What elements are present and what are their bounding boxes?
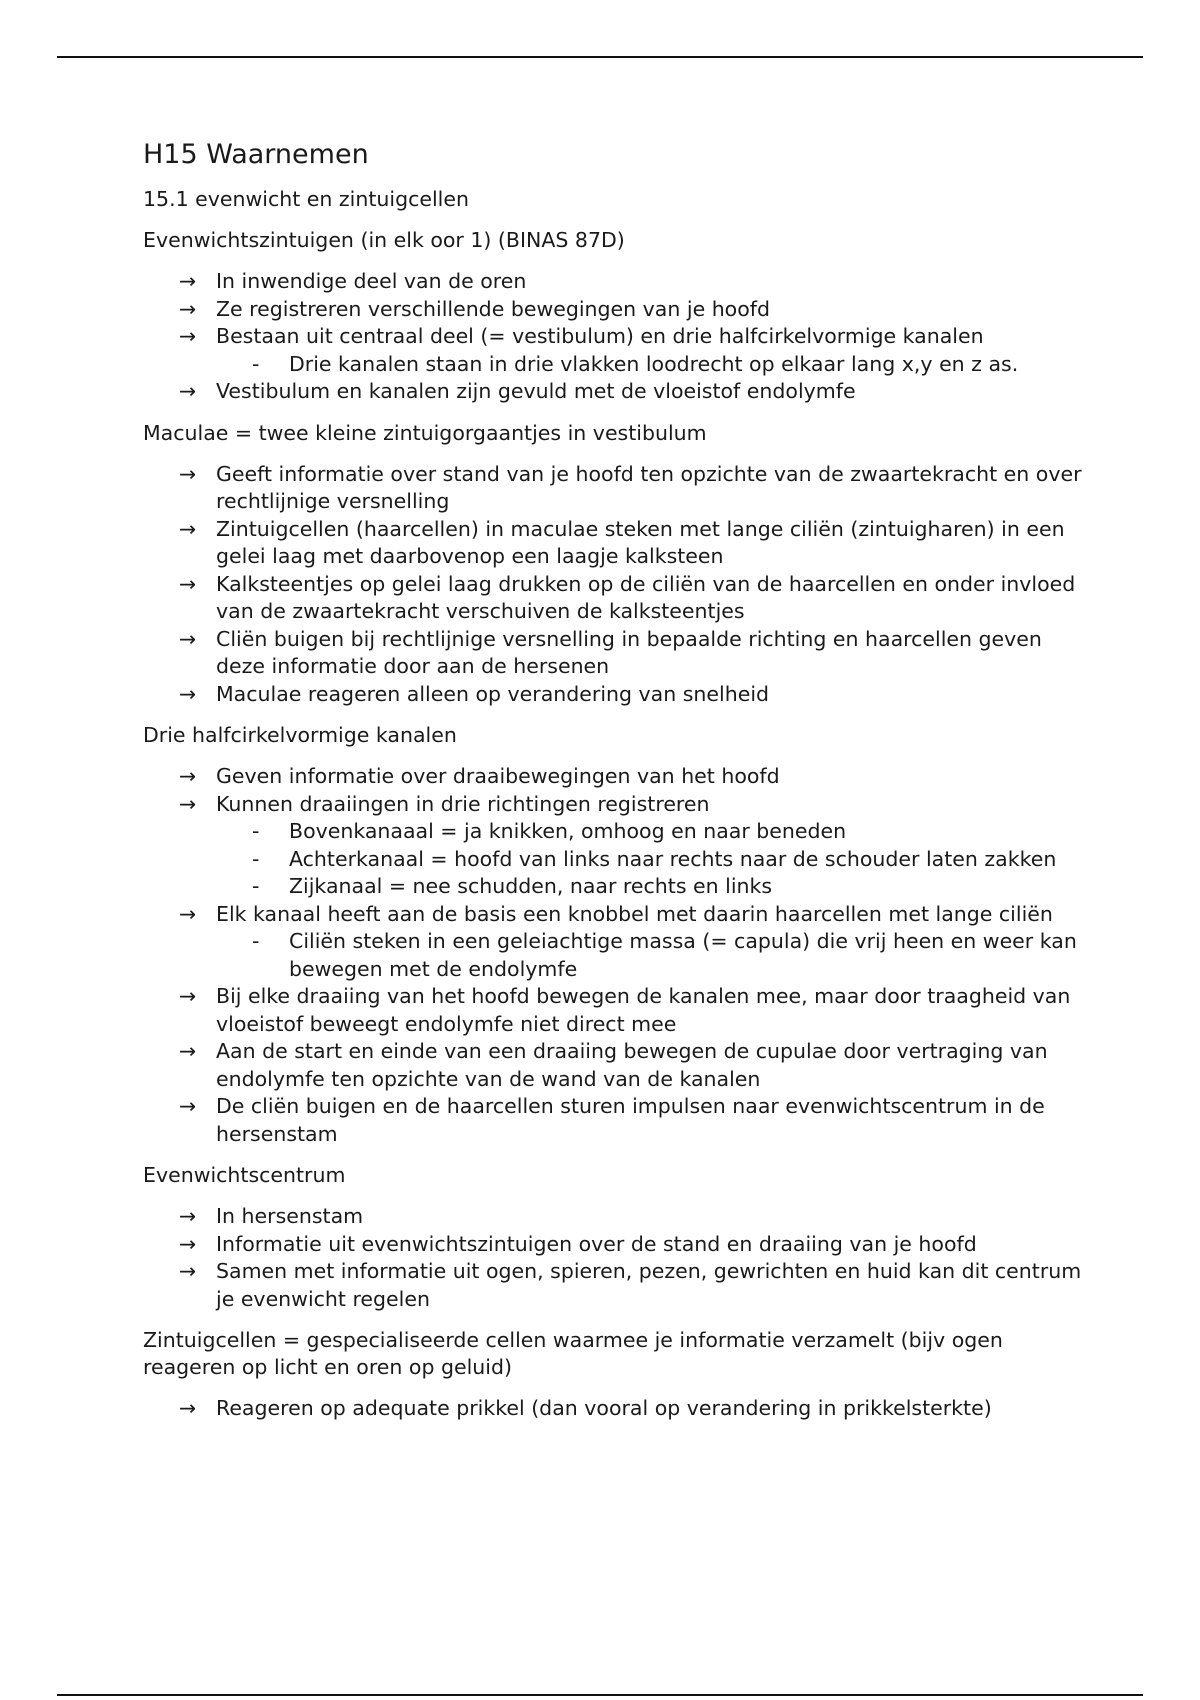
arrow-icon: → (179, 1094, 197, 1118)
list-item (143, 791, 1083, 901)
list-item-text: Aan de start en einde van een draaiing bewegen de cupulae door vertraging van endolymfe ten opzichte van de wand van de kanalen (216, 1039, 1048, 1091)
list-item-text: Geeft informatie over stand van je hoofd ten opzichte van de zwaartekracht en over rechtlijnige versnelling (216, 461, 1082, 513)
bullet-list (143, 1203, 1083, 1313)
list-item-text: Cliën buigen bij rechtlijnige versnelling in bepaalde richting en haarcellen geven deze informatie door aan de hersenen (216, 626, 1042, 678)
arrow-icon: → (179, 901, 197, 926)
arrow-icon: → (179, 571, 197, 596)
arrow-icon: → (179, 626, 197, 651)
sub-list (216, 928, 1083, 983)
dash-icon: - (252, 929, 260, 953)
arrow-icon: → (179, 379, 197, 403)
list-item-text: Maculae reageren alleen op verandering van snelheid (216, 681, 770, 706)
list-item (143, 1093, 1083, 1148)
arrow-icon: → (179, 1204, 197, 1228)
dash-icon: - (252, 819, 260, 843)
list-item (143, 763, 1083, 791)
sub-list-item (216, 846, 1083, 874)
list-item (143, 1203, 1083, 1231)
list-item-text: Reageren op adequate prikkel (dan vooral op verandering in prikkelsterkte) (216, 1396, 992, 1420)
list-item-text: Kunnen draaiingen in drie richtingen registreren (216, 791, 710, 816)
list-item-text: Elk kanaal heeft aan de basis een knobbel met daarin haarcellen met lange ciliën (216, 901, 1053, 926)
list-item-text: Bestaan uit centraal deel (= vestibulum) en drie halfcirkelvormige kanalen (216, 324, 984, 348)
list-item (143, 626, 1083, 681)
section-heading: Drie halfcirkelvormige kanalen (143, 723, 457, 747)
header-rule (57, 56, 1143, 58)
bullet-list (143, 763, 1083, 1148)
section (143, 722, 1083, 1148)
sub-list-item-text: Ciliën steken in een geleiachtige massa (= capula) die vrij heen en weer kan bewegen met de endolymfe (289, 929, 1077, 981)
arrow-icon: → (179, 324, 197, 348)
sub-list-item-text: Drie kanalen staan in drie vlakken loodrecht op elkaar lang x,y en z as. (289, 351, 1019, 376)
list-item (143, 323, 1083, 378)
list-item (143, 296, 1083, 324)
list-item-text: Informatie uit evenwichtszintuigen over de stand en draaiing van je hoofd (216, 1231, 977, 1256)
arrow-icon: → (179, 1039, 197, 1063)
list-item (143, 1258, 1083, 1313)
arrow-icon: → (179, 984, 197, 1008)
arrow-icon: → (179, 1231, 197, 1256)
sub-list-item-text: Zijkanaal = nee schudden, naar rechts en links (289, 874, 773, 898)
section (143, 1327, 1083, 1423)
sub-list-item (216, 873, 1083, 901)
arrow-icon: → (179, 461, 197, 486)
section-heading: Evenwichtszintuigen (in elk oor 1) (BINAS 87D) (143, 228, 625, 252)
dash-icon: - (252, 874, 260, 898)
bullet-list (143, 461, 1083, 709)
section (143, 1162, 1083, 1313)
sub-list-item (216, 928, 1083, 983)
list-item (143, 681, 1083, 709)
sections-container (143, 227, 1083, 1423)
list-item (143, 901, 1083, 984)
arrow-icon: → (179, 1396, 197, 1420)
footer-rule (57, 1694, 1143, 1696)
section-heading: Maculae = twee kleine zintuigorgaantjes in vestibulum (143, 420, 707, 445)
bullet-list (143, 268, 1083, 406)
section-heading: Evenwichtscentrum (143, 1163, 346, 1187)
list-item (143, 378, 1083, 406)
list-item (143, 983, 1083, 1038)
list-item (143, 1395, 1083, 1423)
list-item-text: De cliën buigen en de haarcellen sturen impulsen naar evenwichtscentrum in de hersenstam (216, 1094, 1045, 1146)
list-item (143, 461, 1083, 516)
sub-list-item (216, 351, 1083, 379)
arrow-icon: → (179, 681, 197, 706)
list-item (143, 1231, 1083, 1259)
sub-list-item (216, 818, 1083, 846)
page-title: H15 Waarnemen (143, 139, 369, 170)
list-item-text: Bij elke draaiing van het hoofd bewegen de kanalen mee, maar door traagheid van vloeistof beweegt endolymfe niet direct mee (216, 984, 1071, 1036)
section (143, 227, 1083, 406)
bullet-list (143, 1395, 1083, 1423)
list-item-text: Ze registreren verschillende bewegingen van je hoofd (216, 296, 771, 321)
section (143, 420, 1083, 709)
list-item-text: In inwendige deel van de oren (216, 269, 527, 293)
arrow-icon: → (179, 1259, 197, 1283)
list-item-text: Samen met informatie uit ogen, spieren, pezen, gewrichten en huid kan dit centrum je evenwicht regelen (216, 1259, 1082, 1311)
section-heading: Zintuigcellen = gespecialiseerde cellen waarmee je informatie verzamelt (bijv ogen reageren op licht en oren op geluid) (143, 1328, 1003, 1379)
sub-list-item-text: Achterkanaal = hoofd van links naar rechts naar de schouder laten zakken (289, 846, 1057, 871)
section-subtitle: 15.1 evenwicht en zintuigcellen (143, 187, 469, 211)
list-item-text: Geven informatie over draaibewegingen van het hoofd (216, 764, 780, 788)
arrow-icon: → (179, 764, 197, 788)
list-item (143, 571, 1083, 626)
list-item (143, 268, 1083, 296)
list-item-text: In hersenstam (216, 1204, 364, 1228)
arrow-icon: → (179, 516, 197, 541)
sub-list (216, 818, 1083, 901)
document-body (143, 138, 1083, 1437)
dash-icon: - (252, 846, 260, 871)
arrow-icon: → (179, 791, 197, 816)
list-item-text: Kalksteentjes op gelei laag drukken op de ciliën van de haarcellen en onder invloed van de zwaartekracht verschuiven de kalksteentjes (216, 571, 1076, 623)
arrow-icon: → (179, 296, 197, 321)
sub-list (216, 351, 1083, 379)
list-item (143, 516, 1083, 571)
list-item-text: Zintuigcellen (haarcellen) in maculae steken met lange ciliën (zintuigharen) in een gelei laag met daarbovenop een laagje kalksteen (216, 516, 1065, 568)
list-item-text: Vestibulum en kanalen zijn gevuld met de vloeistof endolymfe (216, 379, 856, 403)
list-item (143, 1038, 1083, 1093)
sub-list-item-text: Bovenkanaaal = ja knikken, omhoog en naar beneden (289, 819, 847, 843)
dash-icon: - (252, 351, 260, 376)
arrow-icon: → (179, 269, 197, 293)
